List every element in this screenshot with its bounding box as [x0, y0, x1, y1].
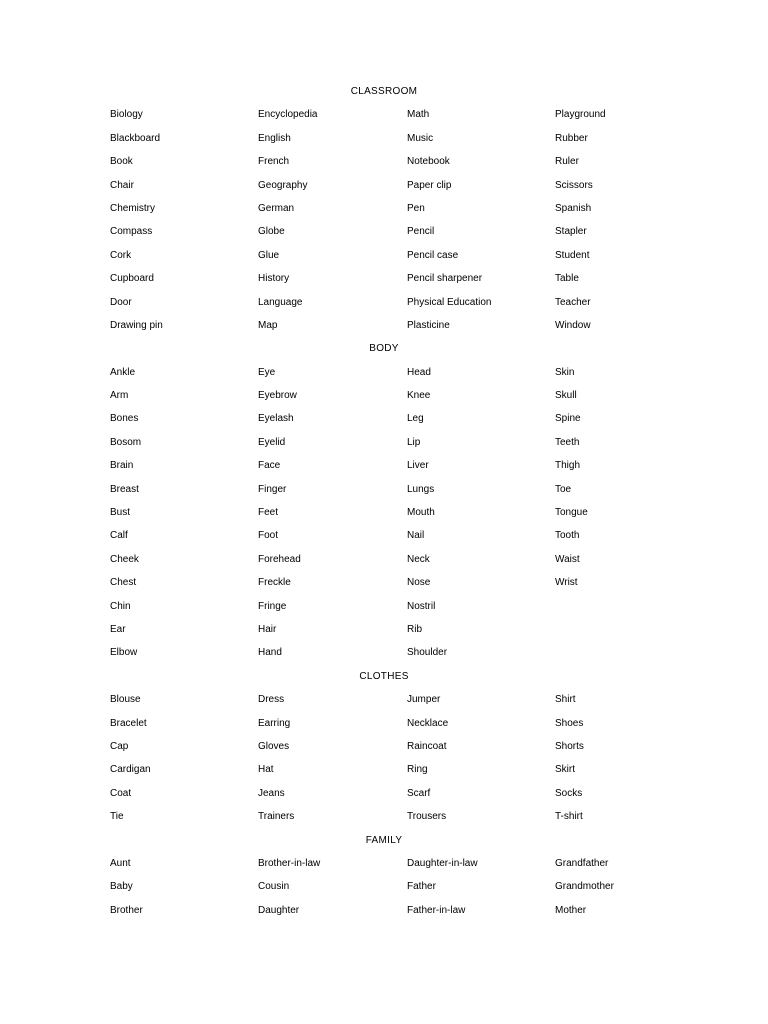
word-item: Scissors	[555, 179, 593, 191]
word-item: Skin	[555, 366, 575, 378]
word-item: Skirt	[555, 764, 575, 776]
word-item: Brother	[110, 904, 143, 916]
word-row	[0, 641, 768, 664]
word-item: Baby	[110, 881, 133, 893]
word-item: Cheek	[110, 553, 139, 565]
word-row	[0, 197, 768, 220]
word-row	[0, 571, 768, 594]
word-item: Bust	[110, 507, 131, 519]
word-item: Ear	[110, 623, 126, 635]
word-item: Nostril	[407, 600, 436, 612]
word-item: Plasticine	[407, 319, 450, 331]
word-item: Dress	[258, 694, 285, 706]
word-item: Cork	[110, 249, 132, 261]
word-item: Brother-in-law	[258, 857, 321, 869]
word-item: Rib	[407, 623, 423, 635]
word-item: Spine	[555, 413, 581, 425]
word-item: Skull	[555, 390, 577, 402]
word-item: Map	[258, 319, 278, 331]
vocabulary-section	[0, 829, 768, 923]
vocabulary-section	[0, 337, 768, 664]
word-item: Notebook	[407, 156, 450, 168]
word-item: Chemistry	[110, 202, 156, 214]
word-item: Face	[258, 460, 281, 472]
word-item: Music	[407, 132, 434, 144]
word-item: Leg	[407, 413, 424, 425]
word-item: History	[258, 273, 290, 285]
word-row	[0, 291, 768, 314]
word-item: Head	[407, 366, 431, 378]
word-item: Toe	[555, 483, 572, 495]
word-item: Fringe	[258, 600, 287, 612]
word-item: Ruler	[555, 156, 579, 168]
word-item: Liver	[407, 460, 429, 472]
word-item: Coat	[110, 787, 132, 799]
word-item: Eyelid	[258, 436, 286, 448]
word-item: Grandmother	[555, 881, 614, 893]
word-item: Lungs	[407, 483, 435, 495]
word-item: Foot	[258, 530, 279, 542]
word-item: Cap	[110, 740, 129, 752]
word-item: Playground	[555, 109, 606, 121]
word-item: Teeth	[555, 436, 580, 448]
word-item: Feet	[258, 507, 279, 519]
word-row	[0, 174, 768, 197]
word-item: Daughter	[258, 904, 300, 916]
word-item: Jumper	[407, 694, 441, 706]
word-item: Pencil case	[407, 249, 459, 261]
word-item: Hat	[258, 764, 274, 776]
word-row	[0, 501, 768, 524]
word-row	[0, 618, 768, 641]
word-item: Nose	[407, 577, 431, 589]
word-item: Globe	[258, 226, 285, 238]
word-item: Tie	[110, 811, 124, 823]
word-item: Jeans	[258, 787, 285, 799]
word-row	[0, 688, 768, 711]
word-item: Chin	[110, 600, 131, 612]
word-item: Rubber	[555, 132, 588, 144]
word-item: Mother	[555, 904, 587, 916]
word-item: Spanish	[555, 202, 592, 214]
word-item: Calf	[110, 530, 128, 542]
word-item: Finger	[258, 483, 287, 495]
word-item: Blackboard	[110, 132, 161, 144]
word-item: T-shirt	[555, 811, 583, 823]
word-item: Shirt	[555, 694, 576, 706]
word-item: Necklace	[407, 717, 449, 729]
word-item: Mouth	[407, 507, 435, 519]
word-item: Elbow	[110, 647, 138, 659]
word-item: Bracelet	[110, 717, 147, 729]
word-item: Father-in-law	[407, 904, 466, 916]
word-item: Bones	[110, 413, 139, 425]
word-item: Ring	[407, 764, 428, 776]
word-item: Math	[407, 109, 430, 121]
word-item: Scarf	[407, 787, 431, 799]
word-item: Father	[407, 881, 436, 893]
word-row	[0, 454, 768, 477]
word-row	[0, 478, 768, 501]
word-item: German	[258, 202, 295, 214]
word-item: Geography	[258, 179, 308, 191]
word-item: Brain	[110, 460, 134, 472]
word-item: Stapler	[555, 226, 587, 238]
word-item: Eyelash	[258, 413, 294, 425]
word-item: Nail	[407, 530, 425, 542]
word-item: English	[258, 132, 291, 144]
word-row	[0, 314, 768, 337]
word-row	[0, 267, 768, 290]
word-item: Student	[555, 249, 590, 261]
word-item: Blouse	[110, 694, 141, 706]
section-title: CLOTHES	[359, 670, 409, 682]
word-item: Pen	[407, 202, 425, 214]
word-item: Tooth	[555, 530, 580, 542]
word-row	[0, 899, 768, 922]
word-item: Encyclopedia	[258, 109, 318, 121]
word-item: Biology	[110, 109, 143, 121]
word-row	[0, 712, 768, 735]
word-row	[0, 852, 768, 875]
word-row	[0, 103, 768, 126]
word-row	[0, 524, 768, 547]
word-item: Thigh	[555, 460, 581, 472]
word-item: Language	[258, 296, 303, 308]
word-item: Pencil sharpener	[407, 273, 483, 285]
word-item: Hair	[258, 623, 277, 635]
word-row	[0, 361, 768, 384]
word-item: Breast	[110, 483, 139, 495]
vocabulary-document	[0, 80, 768, 922]
word-item: Book	[110, 156, 133, 168]
word-item: Shoes	[555, 717, 584, 729]
word-item: Table	[555, 273, 579, 285]
word-row	[0, 244, 768, 267]
word-item: Physical Education	[407, 296, 492, 308]
word-row	[0, 431, 768, 454]
word-item: Cardigan	[110, 764, 151, 776]
word-row	[0, 782, 768, 805]
word-row	[0, 384, 768, 407]
word-item: Forehead	[258, 553, 301, 565]
word-item: Ankle	[110, 366, 136, 378]
word-item: Earring	[258, 717, 291, 729]
vocabulary-section	[0, 80, 768, 337]
word-row	[0, 220, 768, 243]
section-title: BODY	[369, 343, 399, 355]
word-item: Glue	[258, 249, 280, 261]
word-item: Gloves	[258, 740, 290, 752]
word-item: Neck	[407, 553, 430, 565]
word-item: French	[258, 156, 290, 168]
word-row	[0, 548, 768, 571]
word-row	[0, 407, 768, 430]
word-row	[0, 758, 768, 781]
word-row	[0, 875, 768, 898]
word-item: Trousers	[407, 811, 447, 823]
word-row	[0, 805, 768, 828]
word-item: Shorts	[555, 740, 584, 752]
word-item: Cousin	[258, 881, 290, 893]
word-row	[0, 735, 768, 758]
word-row	[0, 127, 768, 150]
word-item: Knee	[407, 390, 431, 402]
word-item: Trainers	[258, 811, 295, 823]
word-item: Shoulder	[407, 647, 448, 659]
word-item: Teacher	[555, 296, 591, 308]
word-item: Eyebrow	[258, 390, 297, 402]
word-item: Raincoat	[407, 740, 447, 752]
word-item: Socks	[555, 787, 583, 799]
word-item: Eye	[258, 366, 276, 378]
word-item: Lip	[407, 436, 421, 448]
word-item: Freckle	[258, 577, 291, 589]
word-item: Tongue	[555, 507, 588, 519]
word-item: Door	[110, 296, 132, 308]
word-item: Pencil	[407, 226, 435, 238]
word-item: Window	[555, 319, 591, 331]
word-row	[0, 595, 768, 618]
word-item: Daughter-in-law	[407, 857, 478, 869]
vocabulary-section	[0, 665, 768, 829]
word-item: Waist	[555, 553, 580, 565]
word-item: Chest	[110, 577, 137, 589]
word-item: Drawing pin	[110, 319, 163, 331]
section-title: CLASSROOM	[350, 86, 418, 97]
word-item: Aunt	[110, 857, 131, 869]
word-item: Arm	[110, 390, 129, 402]
word-item: Compass	[110, 226, 153, 238]
word-item: Wrist	[555, 577, 578, 589]
word-row	[0, 150, 768, 173]
word-item: Paper clip	[407, 179, 452, 191]
word-item: Hand	[258, 647, 282, 659]
word-item: Grandfather	[555, 857, 609, 869]
word-item: Cupboard	[110, 273, 154, 285]
word-item: Bosom	[110, 436, 142, 448]
section-title: FAMILY	[365, 834, 403, 846]
word-item: Chair	[110, 179, 134, 191]
